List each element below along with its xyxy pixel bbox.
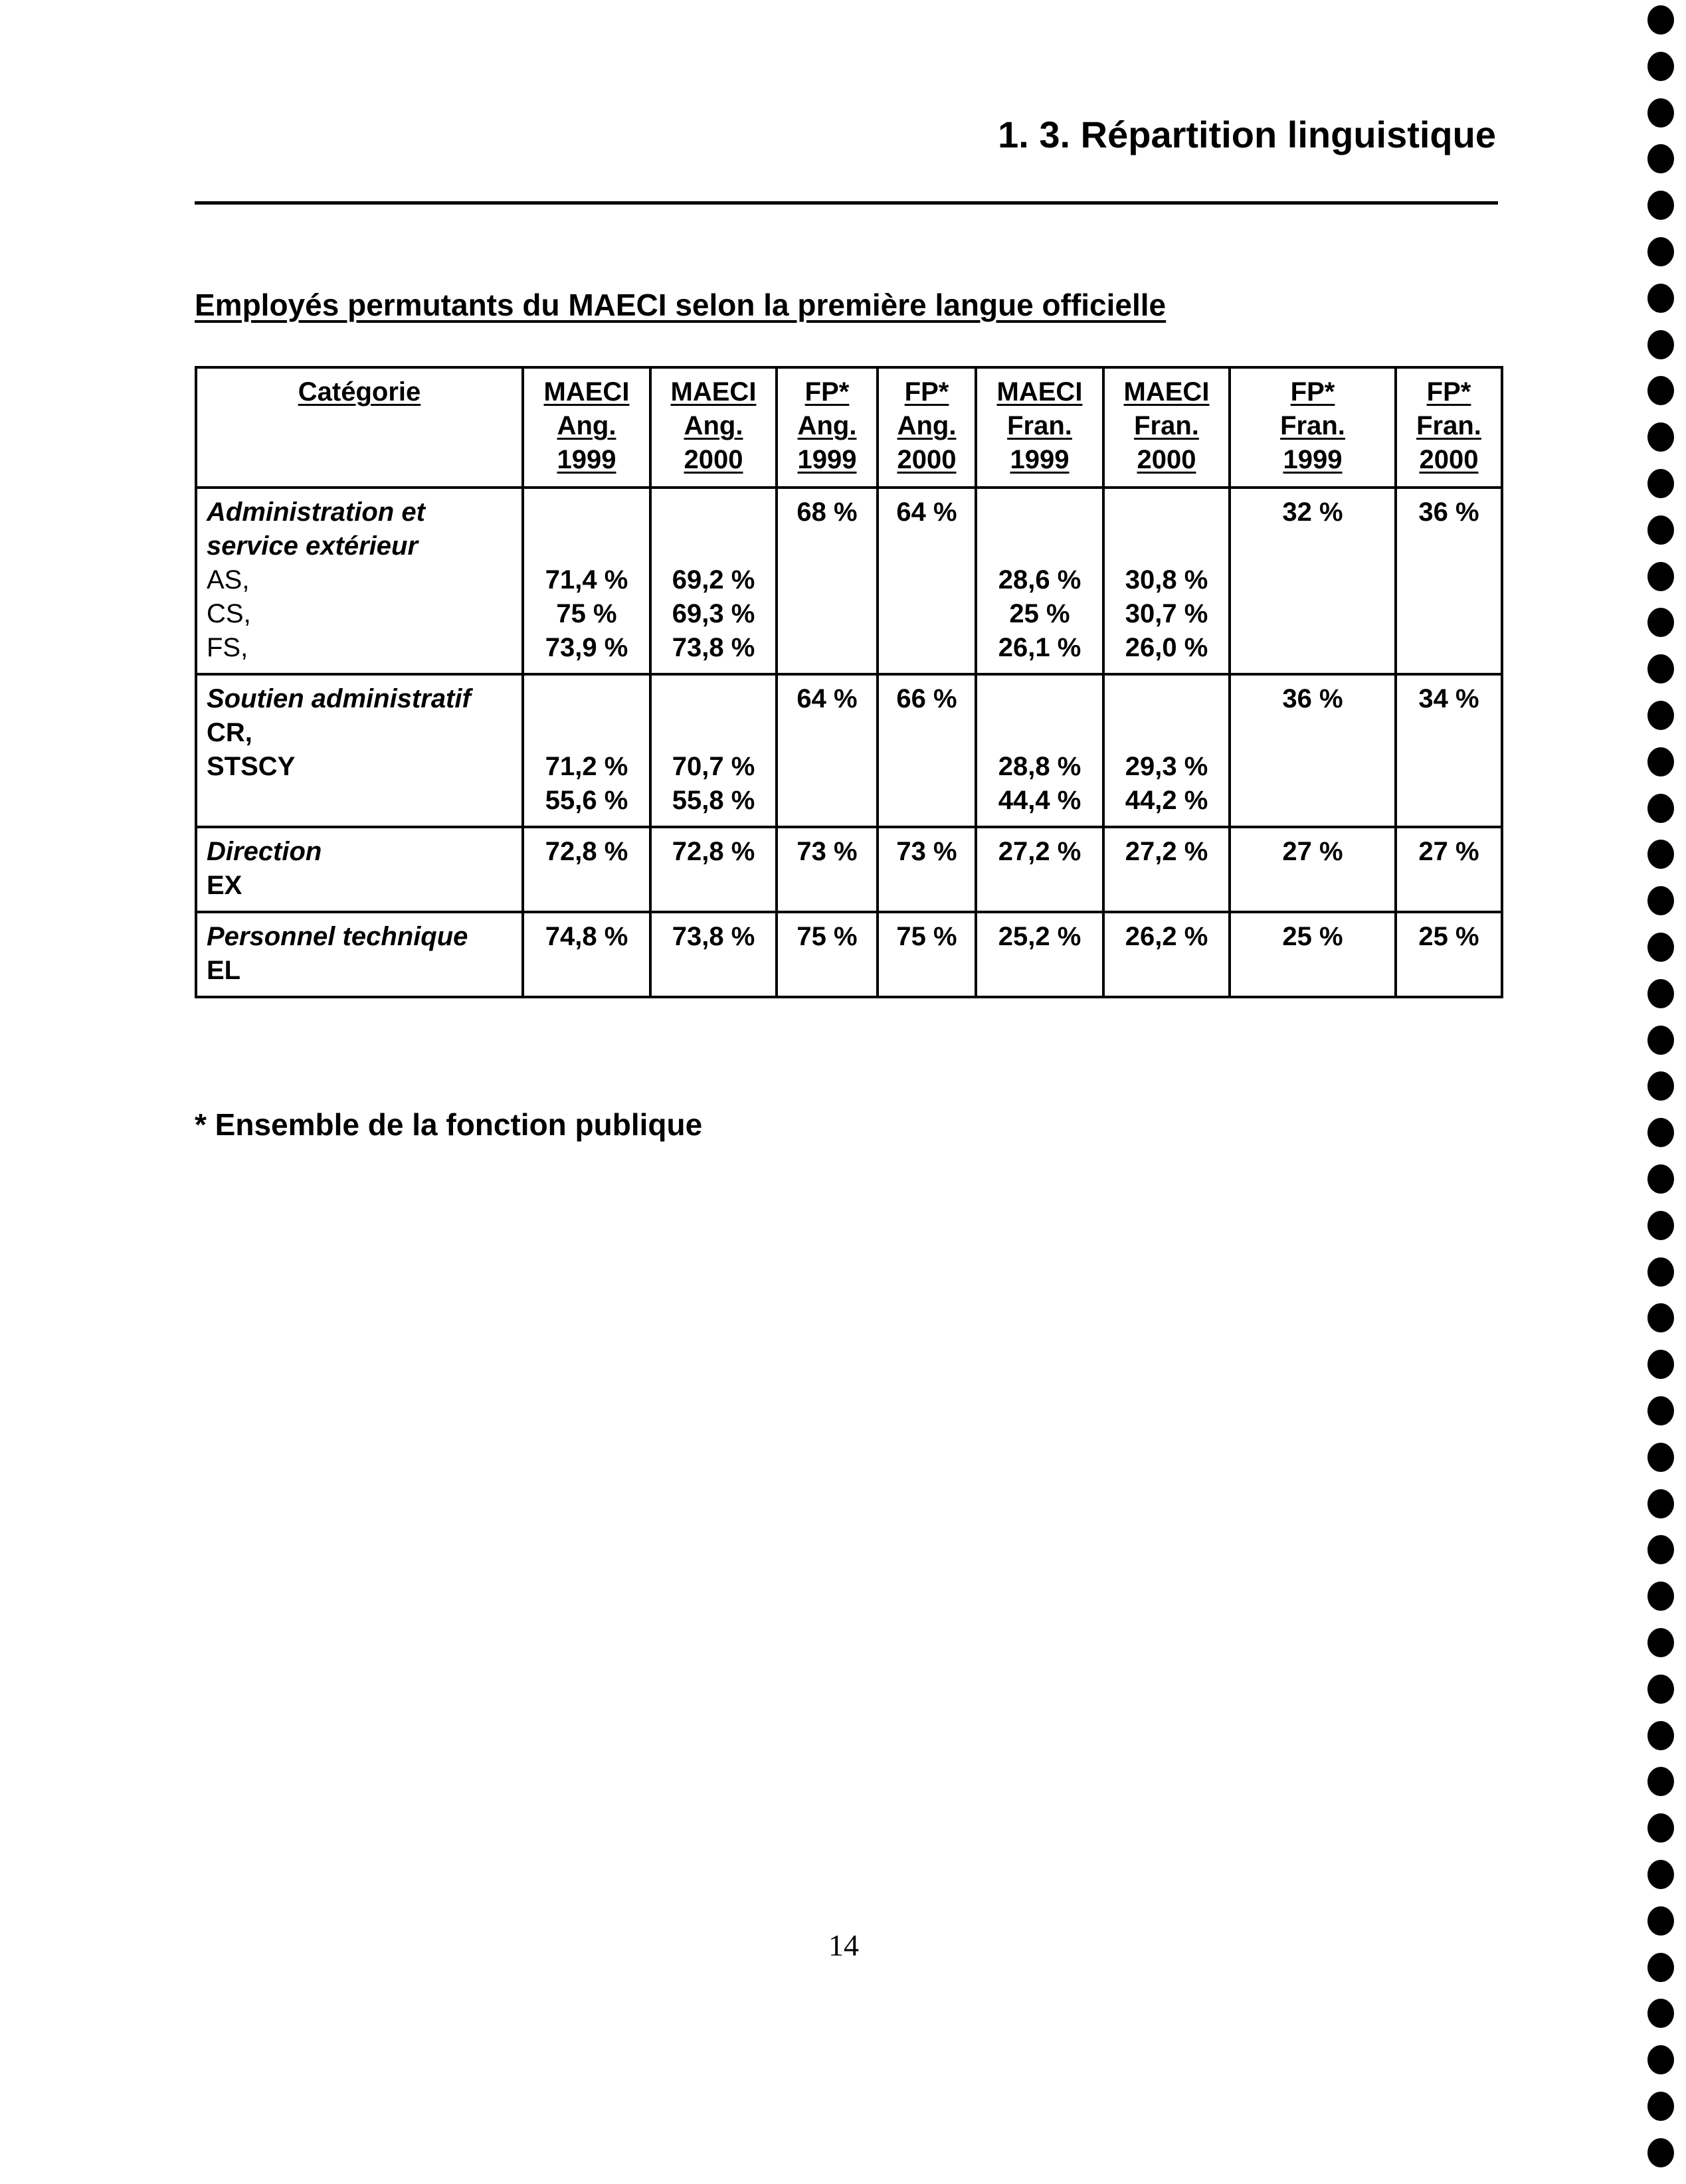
binding-hole [1647,1535,1674,1564]
value [533,529,640,563]
category-label: Direction [207,837,322,866]
binding-hole [1647,1303,1674,1332]
value: 64 % [796,684,858,713]
value: 30,7 % [1125,599,1208,628]
binding-hole [1647,1860,1674,1889]
value: 27 % [1418,837,1479,866]
binding-hole [1647,1953,1674,1982]
column-header-line: 2000 [684,445,743,474]
value-cell [1230,674,1396,827]
binding-hole [1647,1582,1674,1611]
binding-hole [1647,2138,1674,2167]
category-label: EX [207,871,242,900]
value [986,716,1093,750]
binding-hole [1647,422,1674,452]
value: 69,3 % [672,599,755,628]
value-cell [777,674,878,827]
value-cell [777,827,878,912]
column-header-line: Ang. [897,411,957,440]
value-cell [976,674,1103,827]
column-header-line: MAECI [1123,377,1210,407]
category-label: service extérieur [207,531,419,561]
value: 73 % [796,837,858,866]
value: 25 % [1418,922,1479,951]
binding-hole [1647,933,1674,962]
page-number: 14 [828,1928,859,1962]
value: 68 % [796,498,858,527]
table-row [196,674,1502,827]
value: 75 % [796,922,858,951]
value [1114,496,1219,529]
column-header-line: FP* [1290,377,1335,407]
value-cell [1396,912,1502,997]
binding-hole [1647,608,1674,637]
column-header-line: MAECI [996,377,1083,407]
value: 27,2 % [1125,837,1208,866]
table-row [196,912,1502,997]
value: 66 % [896,684,957,713]
value: 74,8 % [545,922,628,951]
value: 69,2 % [672,565,755,594]
column-header-line: FP* [1426,377,1471,407]
category-label: Soutien administratif [207,684,471,713]
binding-hole [1647,515,1674,545]
binding-hole [1647,1164,1674,1194]
category-cell [196,488,523,674]
table-row [196,827,1502,912]
binding-hole [1647,1071,1674,1101]
column-header-line: 1999 [1010,445,1070,474]
column-header-line: Fran. [1280,411,1345,440]
column-header [1103,367,1230,488]
value-cell [1103,488,1230,674]
binding-hole [1647,376,1674,405]
category-cell [196,827,523,912]
value: 70,7 % [672,752,755,781]
header-row [196,367,1502,488]
binding-hole [1647,2092,1674,2121]
value [986,496,1093,529]
column-header-line: 2000 [897,445,957,474]
value: 25 % [1282,922,1343,951]
value-cell [878,488,976,674]
binding-hole [1647,654,1674,683]
column-header-line: 1999 [557,445,616,474]
value: 34 % [1418,684,1479,713]
title-rule [195,201,1498,205]
column-header [1396,367,1502,488]
binding-hole [1647,701,1674,730]
binding-hole [1647,98,1674,128]
binding-hole [1647,1118,1674,1147]
value [661,716,766,750]
category-label: CS, [207,599,251,628]
value: 25 % [1009,599,1070,628]
binding-hole [1647,1999,1674,2028]
value: 25,2 % [998,922,1081,951]
value: 44,2 % [1125,786,1208,815]
value [1114,716,1219,750]
value-cell [777,912,878,997]
value: 28,6 % [998,565,1081,594]
binding-hole [1647,1257,1674,1287]
value: 26,1 % [998,633,1081,662]
value-cell [523,912,650,997]
binding-hole [1647,1443,1674,1472]
column-header-line: Fran. [1416,411,1481,440]
value-cell [777,488,878,674]
table-title: Employés permutants du MAECI selon la première langue officielle [195,288,1167,322]
column-header-line: MAECI [670,377,757,407]
value-cell [1230,827,1396,912]
value-cell [523,488,650,674]
column-header-line: Fran. [1007,411,1072,440]
binding-hole [1647,562,1674,591]
value-cell [976,488,1103,674]
column-header-label: Catégorie [298,377,421,407]
column-header-line: Ang. [797,411,857,440]
value: 72,8 % [672,837,755,866]
value-cell [650,488,777,674]
value: 75 % [896,922,957,951]
binding-hole [1647,5,1674,35]
binding-hole [1647,1721,1674,1750]
binding-hole [1647,52,1674,81]
value-cell [976,912,1103,997]
column-header-category [196,367,523,488]
binding-hole [1647,144,1674,173]
binding-holes [1639,0,1686,2184]
value-cell [1396,488,1502,674]
category-label: STSCY [207,752,296,781]
binding-hole [1647,191,1674,220]
column-header-line: 2000 [1137,445,1196,474]
binding-hole [1647,1813,1674,1843]
binding-hole [1647,747,1674,776]
column-header [523,367,650,488]
value: 30,8 % [1125,565,1208,594]
value [661,682,766,716]
value [1114,682,1219,716]
table-row [196,488,1502,674]
value: 73,9 % [545,633,628,662]
value [661,496,766,529]
binding-hole [1647,330,1674,359]
binding-hole [1647,1026,1674,1055]
column-header [777,367,878,488]
value-cell [650,674,777,827]
value: 26,2 % [1125,922,1208,951]
binding-hole [1647,979,1674,1008]
value-cell [1103,674,1230,827]
value [986,682,1093,716]
value [533,496,640,529]
value-cell [650,912,777,997]
value-cell [1396,674,1502,827]
value: 32 % [1282,498,1343,527]
value: 36 % [1418,498,1479,527]
category-cell [196,674,523,827]
value: 44,4 % [998,786,1081,815]
table-body [196,488,1502,997]
column-header [878,367,976,488]
category-label: Administration et [207,498,425,527]
value-cell [650,827,777,912]
value-cell [523,674,650,827]
binding-hole [1647,284,1674,313]
value [661,529,766,563]
column-header-line: 1999 [797,445,857,474]
value [533,682,640,716]
value: 27,2 % [998,837,1081,866]
value-cell [1103,827,1230,912]
value-cell [1103,912,1230,997]
column-header-line: Ang. [684,411,743,440]
column-header-line: FP* [804,377,850,407]
category-label: CR, [207,718,252,747]
value: 73 % [896,837,957,866]
value: 28,8 % [998,752,1081,781]
category-cell [196,912,523,997]
section-title: 1. 3. Répartition linguistique [998,114,1496,155]
value-cell [1396,827,1502,912]
column-header-line: 1999 [1283,445,1343,474]
value: 71,2 % [545,752,628,781]
column-header [976,367,1103,488]
binding-hole [1647,794,1674,823]
binding-hole [1647,1906,1674,1936]
binding-hole [1647,1675,1674,1704]
category-label: FS, [207,633,248,662]
value-cell [878,912,976,997]
value: 36 % [1282,684,1343,713]
category-label: EL [207,956,241,985]
binding-hole [1647,1628,1674,1657]
data-table [195,366,1503,998]
footnote: * Ensemble de la fonction publique [195,1107,703,1142]
value: 55,8 % [672,786,755,815]
column-header [1230,367,1396,488]
value: 29,3 % [1125,752,1208,781]
column-header-line: Ang. [557,411,616,440]
value [986,529,1093,563]
value: 75 % [556,599,617,628]
binding-hole [1647,1396,1674,1425]
binding-hole [1647,886,1674,915]
value [533,716,640,750]
column-header-line: Fran. [1134,411,1199,440]
binding-hole [1647,1767,1674,1796]
column-header-line: FP* [904,377,949,407]
value-cell [1230,912,1396,997]
column-header-line: 2000 [1419,445,1479,474]
binding-hole [1647,2045,1674,2074]
value-cell [976,827,1103,912]
value: 72,8 % [545,837,628,866]
column-header-line: MAECI [543,377,630,407]
value-cell [878,674,976,827]
value: 71,4 % [545,565,628,594]
category-label: AS, [207,565,250,594]
binding-hole [1647,1489,1674,1518]
category-label: Personnel technique [207,922,468,951]
binding-hole [1647,1211,1674,1240]
column-header [650,367,777,488]
binding-hole [1647,237,1674,266]
value: 26,0 % [1125,633,1208,662]
value-cell [523,827,650,912]
binding-hole [1647,1350,1674,1379]
value [1114,529,1219,563]
value-cell [1230,488,1396,674]
binding-hole [1647,840,1674,869]
value-cell [878,827,976,912]
value: 64 % [896,498,957,527]
value: 27 % [1282,837,1343,866]
value: 55,6 % [545,786,628,815]
value: 73,8 % [672,922,755,951]
binding-hole [1647,469,1674,498]
value: 73,8 % [672,633,755,662]
